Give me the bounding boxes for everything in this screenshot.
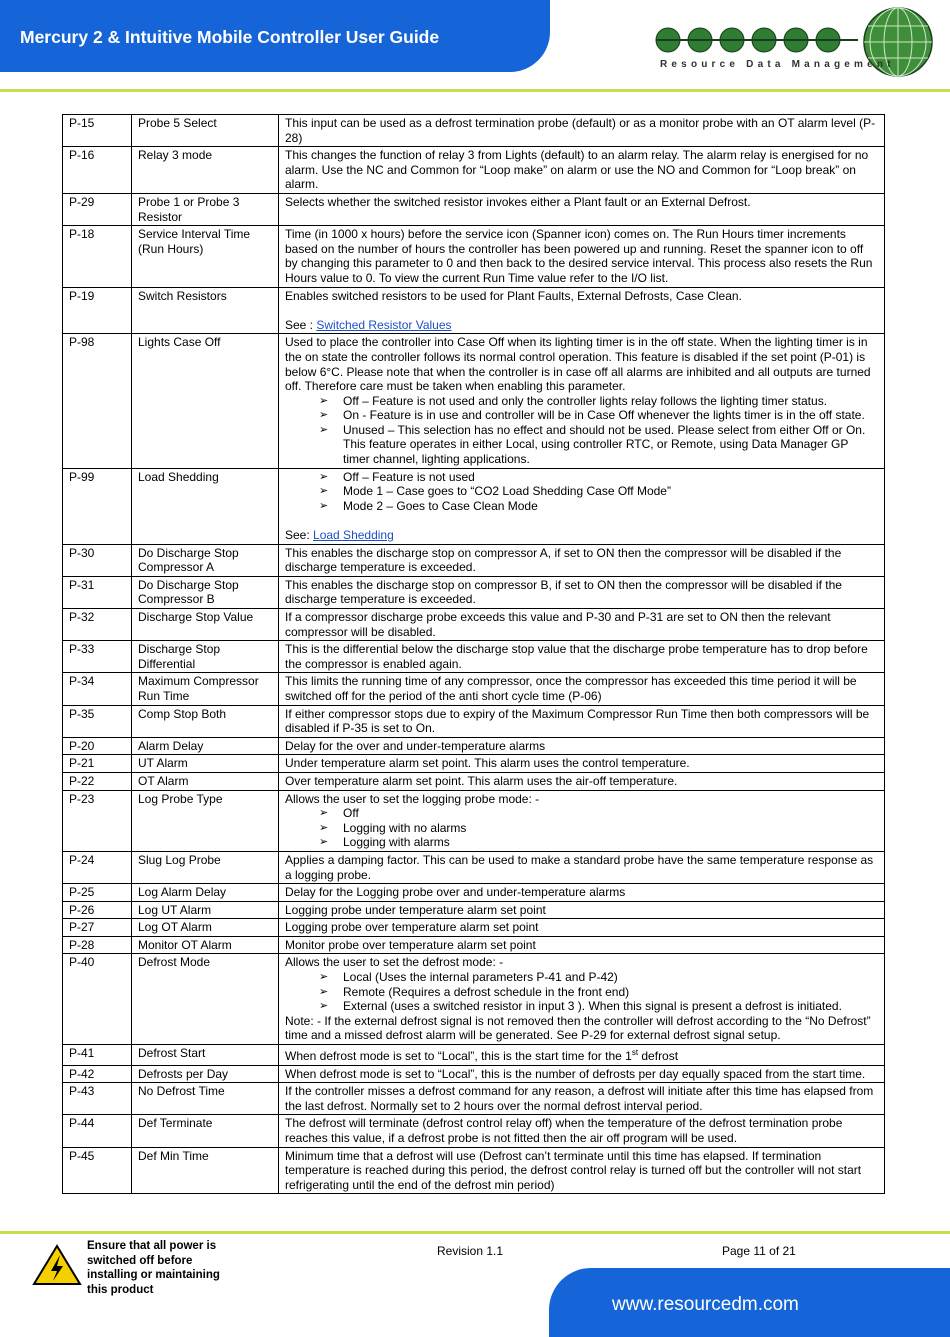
description-text: Logging probe under temperature alarm set point [285,902,546,917]
option-item: ➢ Unused – This selection has no effect and should not be used. Please select from either Off or On. This feature operates in either Local, using controller RTC, or Remote, using Data Manager GP timer channel, lighting applications. [319,423,878,467]
parameter-name: Switch Resistors [132,287,279,334]
parameter-description [279,226,885,287]
parameter-name: Do Discharge Stop Compressor B [132,576,279,608]
parameter-description [279,1045,885,1066]
parameter-name: Discharge Stop Differential [132,641,279,673]
parameter-description [279,544,885,576]
note-text: Note: - If the external defrost signal is not removed then the controller will defrost according to the “No Defrost” time and a missed defrost alarm will be generated. See P-29 for external defrost signal setup. [285,1013,871,1043]
parameter-code: P-25 [63,884,132,902]
parameter-description [279,673,885,705]
table-row [63,884,885,902]
parameter-name: Def Terminate [132,1115,279,1147]
parameter-name: Alarm Delay [132,737,279,755]
parameter-description [279,772,885,790]
parameter-description [279,468,885,544]
parameter-name: Comp Stop Both [132,705,279,737]
parameter-name: Maximum Compressor Run Time [132,673,279,705]
parameter-code: P-21 [63,755,132,773]
option-item: ➢ External (uses a switched resistor in input 3 ). When this signal is present a defrost is initiated. [319,999,878,1014]
parameter-code: P-16 [63,147,132,194]
table-row [63,936,885,954]
footer-divider [0,1231,950,1234]
option-item: ➢ Logging with alarms [319,835,878,850]
parameter-description [279,641,885,673]
table-row [63,705,885,737]
table-row [63,851,885,883]
option-item: ➢ Off – Feature is not used [319,470,878,485]
option-item: ➢ Off – Feature is not used and only the controller lights relay follows the lighting timer status. [319,394,878,409]
parameter-code: P-40 [63,954,132,1045]
parameter-code: P-98 [63,334,132,468]
parameter-code: P-32 [63,609,132,641]
table-row [63,755,885,773]
option-item: ➢ Off [319,806,878,821]
see-also: See : Switched Resistor Values [285,317,452,332]
parameter-name: Log OT Alarm [132,919,279,937]
description-text: Minimum time that a defrost will use (Defrost can’t terminate until this time has elapsed. If termination temperature is reached during this period, the defrost control relay is turned off but the controller will not start refrigerating until the end of the defrost min period) [285,1148,862,1192]
parameter-description [279,954,885,1045]
table-row [63,226,885,287]
parameter-name: Log Alarm Delay [132,884,279,902]
parameter-name: Load Shedding [132,468,279,544]
parameter-description [279,884,885,902]
parameter-name: Service Interval Time (Run Hours) [132,226,279,287]
parameter-description [279,147,885,194]
parameter-code: P-26 [63,901,132,919]
option-item: ➢ Local (Uses the internal parameters P-41 and P-42) [319,970,878,985]
description-text: Applies a damping factor. This can be used to make a standard probe have the same temperature response as a logging probe. [285,852,874,882]
parameter-description [279,919,885,937]
table-row [63,544,885,576]
parameter-name: Defrost Start [132,1045,279,1066]
see-also-link[interactable]: Load Shedding [313,528,394,543]
table-row [63,334,885,468]
parameter-name: Defrost Mode [132,954,279,1045]
parameter-description [279,790,885,851]
parameter-name: Discharge Stop Value [132,609,279,641]
description-text: Delay for the Logging probe over and under-temperature alarms [285,885,626,900]
parameter-code: P-35 [63,705,132,737]
description-text: Time (in 1000 x hours) before the service icon (Spanner icon) comes on. The Run Hours timer increments based on the number of hours the controller has been powered up and running. Reset the spanner icon to off by changing this parameter to 0 and then back to the desired service interval. This process also resets the Run Hours value to 0. To view the current Run Time value refer to the I/O list. [285,227,873,285]
table-row [63,790,885,851]
parameter-code: P-23 [63,790,132,851]
parameter-description [279,1115,885,1147]
parameter-code: P-34 [63,673,132,705]
option-item: ➢ Remote (Requires a defrost schedule in the front end) [319,985,878,1000]
description-text: This is the differential below the discharge stop value that the discharge probe temperature has to drop before the compressor is enabled again. [285,642,868,671]
rdm-logo [648,6,948,84]
table-row [63,147,885,194]
parameter-code: P-33 [63,641,132,673]
parameter-description [279,193,885,225]
parameter-name: Lights Case Off [132,334,279,468]
description-text: Used to place the controller into Case Off when its lighting timer is in the off state. When the lighting timer is in the on state the controller follows its normal control operation. This feature is disabled if the set point (P-01) is below 6°C. Please note that when the controller is in case off all alarms are inhibited and all outputs are turned off. Therefore care must be taken when enabling this parameter. [285,335,871,394]
parameter-description [279,901,885,919]
parameter-description [279,1065,885,1083]
table-row [63,641,885,673]
table-row [63,954,885,1045]
see-also-link[interactable]: Switched Resistor Values [316,317,452,332]
parameter-description [279,576,885,608]
parameter-description [279,115,885,147]
parameter-name: Probe 5 Select [132,115,279,147]
parameter-code: P-43 [63,1083,132,1115]
parameter-code: P-22 [63,772,132,790]
parameter-description [279,936,885,954]
parameter-code: P-29 [63,193,132,225]
parameter-name: OT Alarm [132,772,279,790]
description-text: Enables switched resistors to be used for Plant Faults, External Defrosts, Case Clean. [285,288,742,303]
description-text: Under temperature alarm set point. This alarm uses the control temperature. [285,756,690,771]
description-text: This limits the running time of any compressor, once the compressor has exceeded this time period it will be switched off for the period of the anti short cycle time (P-06) [285,674,857,703]
table-row [63,193,885,225]
table-row [63,576,885,608]
description-text: This input can be used as a defrost termination probe (default) or as a monitor probe with an OT alarm level (P-28) [285,116,876,145]
table-row [63,919,885,937]
logo-text: Resource Data Management [660,59,895,70]
parameter-code: P-20 [63,737,132,755]
document-title: Mercury 2 & Intuitive Mobile Controller User Guide [20,27,440,47]
option-item: ➢ Mode 2 – Goes to Case Clean Mode [319,499,878,514]
parameter-code: P-42 [63,1065,132,1083]
parameter-description [279,1147,885,1194]
see-also: See: Load Shedding [285,528,394,543]
revision-label: Revision 1.1 [437,1244,504,1258]
option-list [285,470,878,514]
header-divider [0,89,950,92]
parameter-code: P-31 [63,576,132,608]
table-row [63,1065,885,1083]
parameter-code: P-45 [63,1147,132,1194]
description-text: Logging probe over temperature alarm set point [285,920,539,935]
parameter-name: Probe 1 or Probe 3 Resistor [132,193,279,225]
parameter-code: P-24 [63,851,132,883]
table-row [63,1147,885,1194]
parameter-description [279,737,885,755]
description-text: The defrost will terminate (defrost control relay off) when the temperature of the defrost termination probe reaches this value, if a defrost probe is not fitted then the air off program will be used. [285,1116,843,1145]
table-row [63,115,885,147]
parameter-description [279,609,885,641]
parameter-code: P-44 [63,1115,132,1147]
description-text: Selects whether the switched resistor invokes either a Plant fault or an External Defrost. [285,194,751,209]
description-text: If a compressor discharge probe exceeds this value and P-30 and P-31 are set to ON then the relevant compressor will be disabled. [285,610,831,639]
parameter-description [279,705,885,737]
table-row [63,772,885,790]
description-text: When defrost mode is set to “Local”, this is the number of defrosts per day equally spaced from the start time. [285,1066,866,1081]
parameter-name: Monitor OT Alarm [132,936,279,954]
table-row [63,609,885,641]
option-list [285,394,878,467]
description-text: This enables the discharge stop on compressor A, if set to ON then the compressor will be disabled if the discharge temperature is exceeded. [285,545,842,575]
table-row [63,468,885,544]
parameter-name: Do Discharge Stop Compressor A [132,544,279,576]
table-row [63,1115,885,1147]
parameter-name: No Defrost Time [132,1083,279,1115]
electrical-hazard-icon [32,1244,82,1286]
parameter-description [279,334,885,468]
table-row [63,287,885,334]
parameter-code: P-15 [63,115,132,147]
parameter-name: UT Alarm [132,755,279,773]
description-text: When defrost mode is set to “Local”, this is the start time for the 1st defrost [285,1048,679,1064]
description-text: This enables the discharge stop on compressor B, if set to ON then the compressor will be disabled if the discharge temperature is exceeded. [285,577,842,607]
option-list [285,970,878,1014]
parameter-description [279,755,885,773]
parameter-name: Slug Log Probe [132,851,279,883]
parameter-code: P-30 [63,544,132,576]
parameter-code: P-19 [63,287,132,334]
parameter-name: Relay 3 mode [132,147,279,194]
description-text: Monitor probe over temperature alarm set point [285,937,536,952]
parameter-name: Def Min Time [132,1147,279,1194]
description-text: This changes the function of relay 3 from Lights (default) to an alarm relay. The alarm relay is energised for no alarm. Use the NC and Common for “Loop make” on alarm or use the NO and Common for “Loop break” on alarm. [285,148,869,192]
parameter-description [279,851,885,883]
table-row [63,1045,885,1066]
description-text: If either compressor stops due to expiry of the Maximum Compressor Run Time then both compressors will be disabled if P-35 is set to On. [285,706,870,736]
description-text: If the controller misses a defrost command for any reason, a defrost will initiate after this time has elapsed from the last defrost. Normally set to 2 hours over the normal defrost interval period. [285,1084,874,1113]
option-item: ➢ On - Feature is in use and controller will be in Case Off whenever the lights timer is in the off state. [319,408,878,423]
table-row [63,673,885,705]
parameter-code: P-41 [63,1045,132,1066]
parameter-code: P-28 [63,936,132,954]
parameter-code: P-99 [63,468,132,544]
description-text: Over temperature alarm set point. This alarm uses the air-off temperature. [285,773,678,788]
parameter-name: Defrosts per Day [132,1065,279,1083]
option-item: ➢ Mode 1 – Case goes to “CO2 Load Shedding Case Off Mode” [319,484,878,499]
parameter-name: Log UT Alarm [132,901,279,919]
table-row [63,901,885,919]
parameter-name: Log Probe Type [132,790,279,851]
website-link[interactable]: www.resourcedm.com [612,1294,799,1315]
safety-warning: Ensure that all power is switched off before installing or maintaining this product [87,1240,220,1296]
option-item: ➢ Logging with no alarms [319,821,878,836]
parameter-description [279,287,885,334]
table-row [63,1083,885,1115]
description-text: Allows the user to set the defrost mode: - [285,955,504,970]
description-text: Delay for the over and under-temperature alarms [285,738,546,753]
parameter-description [279,1083,885,1115]
option-list [285,806,878,850]
parameter-code: P-27 [63,919,132,937]
table-row [63,737,885,755]
parameter-code: P-18 [63,226,132,287]
parameter-table [62,114,885,1194]
page-number: Page 11 of 21 [722,1244,796,1258]
description-text: Allows the user to set the logging probe mode: - [285,791,540,806]
